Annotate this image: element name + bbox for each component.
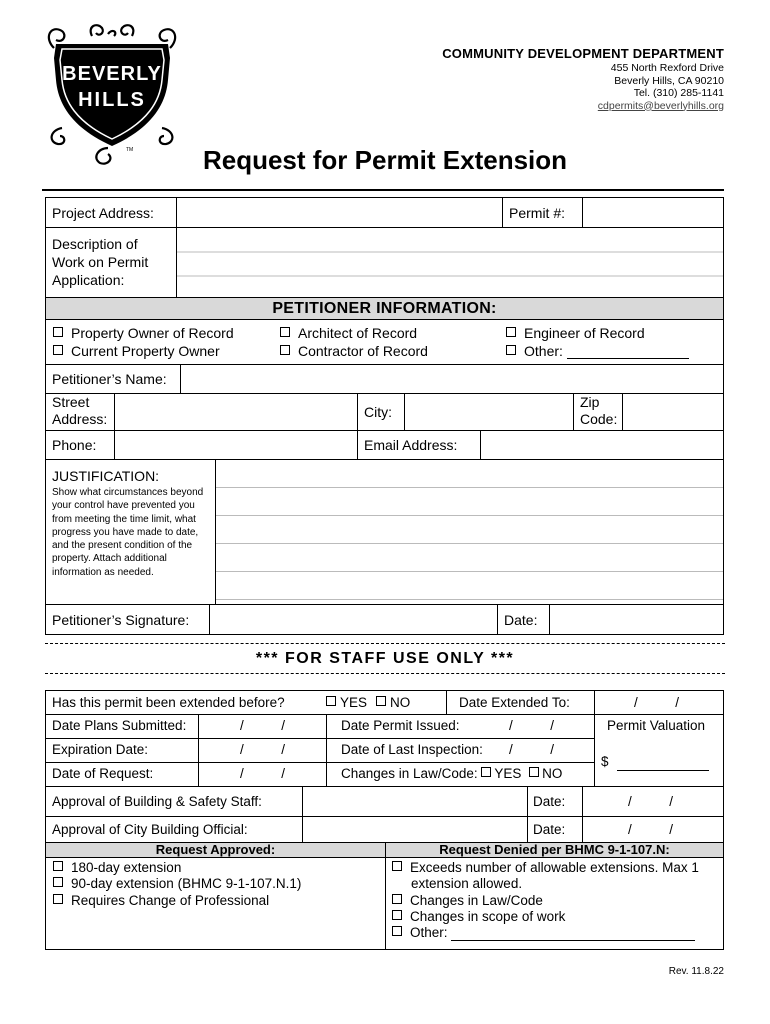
logo-text-hills: HILLS	[78, 89, 146, 111]
approval-official-field[interactable]	[303, 817, 527, 842]
checkbox-icon[interactable]	[326, 696, 336, 706]
other-input-line[interactable]	[567, 344, 689, 359]
date-extended-field[interactable]: / /	[634, 695, 680, 710]
signature-date-label: Date:	[498, 605, 550, 634]
changes-law-label: Changes in Law/Code: YES NO	[341, 766, 563, 781]
street-address-label: Street Address:	[46, 394, 115, 430]
department-name: COMMUNITY DEVELOPMENT DEPARTMENT	[442, 46, 724, 61]
option-contractor[interactable]: Contractor of Record	[280, 343, 428, 359]
option-architect[interactable]: Architect of Record	[280, 325, 417, 341]
option-current-owner[interactable]: Current Property Owner	[53, 343, 220, 359]
petitioner-name-label: Petitioner’s Name:	[46, 365, 181, 393]
denied-option-exceeds-line2: extension allowed.	[411, 876, 523, 892]
city-field[interactable]	[405, 394, 574, 430]
logo-text-beverly: BEVERLY	[62, 63, 162, 85]
title-rule	[42, 189, 724, 191]
checkbox-icon[interactable]	[280, 327, 290, 337]
email-label: Email Address:	[358, 431, 481, 459]
zip-code-field[interactable]	[623, 394, 723, 430]
request-approved-header: Request Approved:	[46, 843, 385, 858]
petitioner-name-field[interactable]	[181, 365, 723, 393]
checkbox-icon[interactable]	[53, 861, 63, 871]
denied-other-input-line[interactable]	[451, 927, 695, 941]
permit-number-label: Permit #:	[503, 198, 583, 228]
denied-option-exceeds[interactable]: Exceeds number of allowable extensions. Max 1	[392, 860, 699, 876]
dashed-divider-top	[45, 643, 725, 644]
permit-valuation-label: Permit Valuation	[607, 718, 706, 733]
approval-building-date-label: Date:	[533, 794, 566, 809]
description-label: Description of Work on Permit Application:	[46, 228, 177, 298]
justification-help-text: Show what circumstances beyond your control have prevented you from meeting the time limit, what progress you have made to date, and the present condition of the property. Attach additional information as needed.	[52, 487, 204, 578]
permit-issued-field[interactable]: / /	[509, 718, 555, 733]
department-phone: Tel. (310) 285-1141	[633, 87, 724, 99]
last-inspection-field[interactable]: / /	[509, 742, 555, 757]
revision-label: Rev. 11.8.22	[668, 966, 724, 977]
approval-official-label: Approval of City Building Official:	[52, 822, 248, 837]
justification-label: JUSTIFICATION:	[52, 468, 160, 484]
checkbox-icon[interactable]	[529, 767, 539, 777]
checkbox-icon[interactable]	[280, 345, 290, 355]
checkbox-icon[interactable]	[392, 926, 402, 936]
request-date-field[interactable]: / /	[240, 766, 286, 781]
justification-label-cell	[46, 460, 216, 604]
date-extended-label: Date Extended To:	[459, 695, 570, 710]
denied-option-scope[interactable]: Changes in scope of work	[392, 909, 699, 925]
extended-yes-option[interactable]: YES	[326, 695, 367, 710]
expiration-date-label: Expiration Date:	[52, 742, 149, 757]
plans-submitted-field[interactable]: / /	[240, 718, 286, 733]
approval-official-date-label: Date:	[533, 822, 566, 837]
page-title: Request for Permit Extension	[202, 145, 568, 175]
option-other[interactable]: Other:	[506, 343, 689, 359]
staff-use-table	[45, 690, 724, 950]
checkbox-icon[interactable]	[481, 767, 491, 777]
department-address-line1: 455 North Rexford Drive	[610, 62, 724, 74]
phone-label: Phone:	[46, 431, 115, 459]
project-address-label: Project Address:	[46, 198, 177, 228]
approved-option-90-day[interactable]: 90-day extension (BHMC 9-1-107.N.1)	[53, 876, 301, 892]
checkbox-icon[interactable]	[392, 910, 402, 920]
phone-field[interactable]	[115, 431, 358, 459]
approved-option-180-day[interactable]: 180-day extension	[53, 860, 301, 876]
extended-before-question: Has this permit been extended before?	[52, 695, 285, 710]
zip-code-label: Zip Code:	[574, 394, 623, 430]
signature-label: Petitioner’s Signature:	[46, 605, 210, 634]
approval-building-label: Approval of Building & Safety Staff:	[52, 794, 262, 809]
checkbox-icon[interactable]	[376, 696, 386, 706]
last-inspection-label: Date of Last Inspection:	[341, 742, 483, 757]
request-denied-header: Request Denied per BHMC 9-1-107.N:	[386, 843, 723, 858]
approved-option-change-professional[interactable]: Requires Change of Professional	[53, 893, 301, 909]
checkbox-icon[interactable]	[53, 345, 63, 355]
permit-number-field[interactable]	[583, 198, 724, 228]
permit-issued-label: Date Permit Issued:	[341, 718, 460, 733]
signature-date-field[interactable]	[550, 605, 723, 634]
checkbox-icon[interactable]	[392, 861, 402, 871]
dollar-sign: $	[601, 754, 609, 769]
project-table	[45, 197, 724, 298]
petitioner-section-title: PETITIONER INFORMATION:	[46, 298, 724, 320]
street-address-field[interactable]	[115, 394, 358, 430]
checkbox-icon[interactable]	[392, 894, 402, 904]
checkbox-icon[interactable]	[53, 894, 63, 904]
checkbox-icon[interactable]	[506, 345, 516, 355]
extended-no-option[interactable]: NO	[376, 695, 410, 710]
option-engineer[interactable]: Engineer of Record	[506, 325, 645, 341]
permit-valuation-field[interactable]	[617, 756, 709, 771]
email-field[interactable]	[481, 431, 723, 459]
department-header	[442, 46, 724, 112]
denied-option-law-code[interactable]: Changes in Law/Code	[392, 893, 699, 909]
plans-submitted-label: Date Plans Submitted:	[52, 718, 187, 733]
logo-tm: TM	[126, 147, 134, 153]
description-field[interactable]	[177, 228, 724, 298]
checkbox-icon[interactable]	[506, 327, 516, 337]
signature-field[interactable]	[210, 605, 498, 634]
city-label: City:	[358, 394, 405, 430]
staff-use-banner: *** FOR STAFF USE ONLY ***	[255, 650, 515, 667]
checkbox-icon[interactable]	[53, 327, 63, 337]
department-email-link[interactable]: cdpermits@beverlyhills.org	[597, 99, 724, 112]
approval-building-field[interactable]	[303, 787, 527, 816]
justification-field[interactable]	[216, 460, 723, 604]
dashed-divider-bottom	[45, 673, 725, 674]
request-date-label: Date of Request:	[52, 766, 154, 781]
petitioner-table	[45, 297, 724, 635]
denied-options	[392, 860, 699, 941]
option-owner-of-record[interactable]: Property Owner of Record	[53, 325, 234, 341]
approved-options	[53, 860, 301, 909]
checkbox-icon[interactable]	[53, 877, 63, 887]
project-address-field[interactable]	[177, 198, 503, 228]
expiration-date-field[interactable]: / /	[240, 742, 286, 757]
department-address-line2: Beverly Hills, CA 90210	[614, 74, 724, 87]
denied-option-other[interactable]: Other:	[392, 925, 699, 941]
approval-building-date-field[interactable]: / /	[628, 794, 674, 809]
approval-official-date-field[interactable]: / /	[628, 822, 674, 837]
